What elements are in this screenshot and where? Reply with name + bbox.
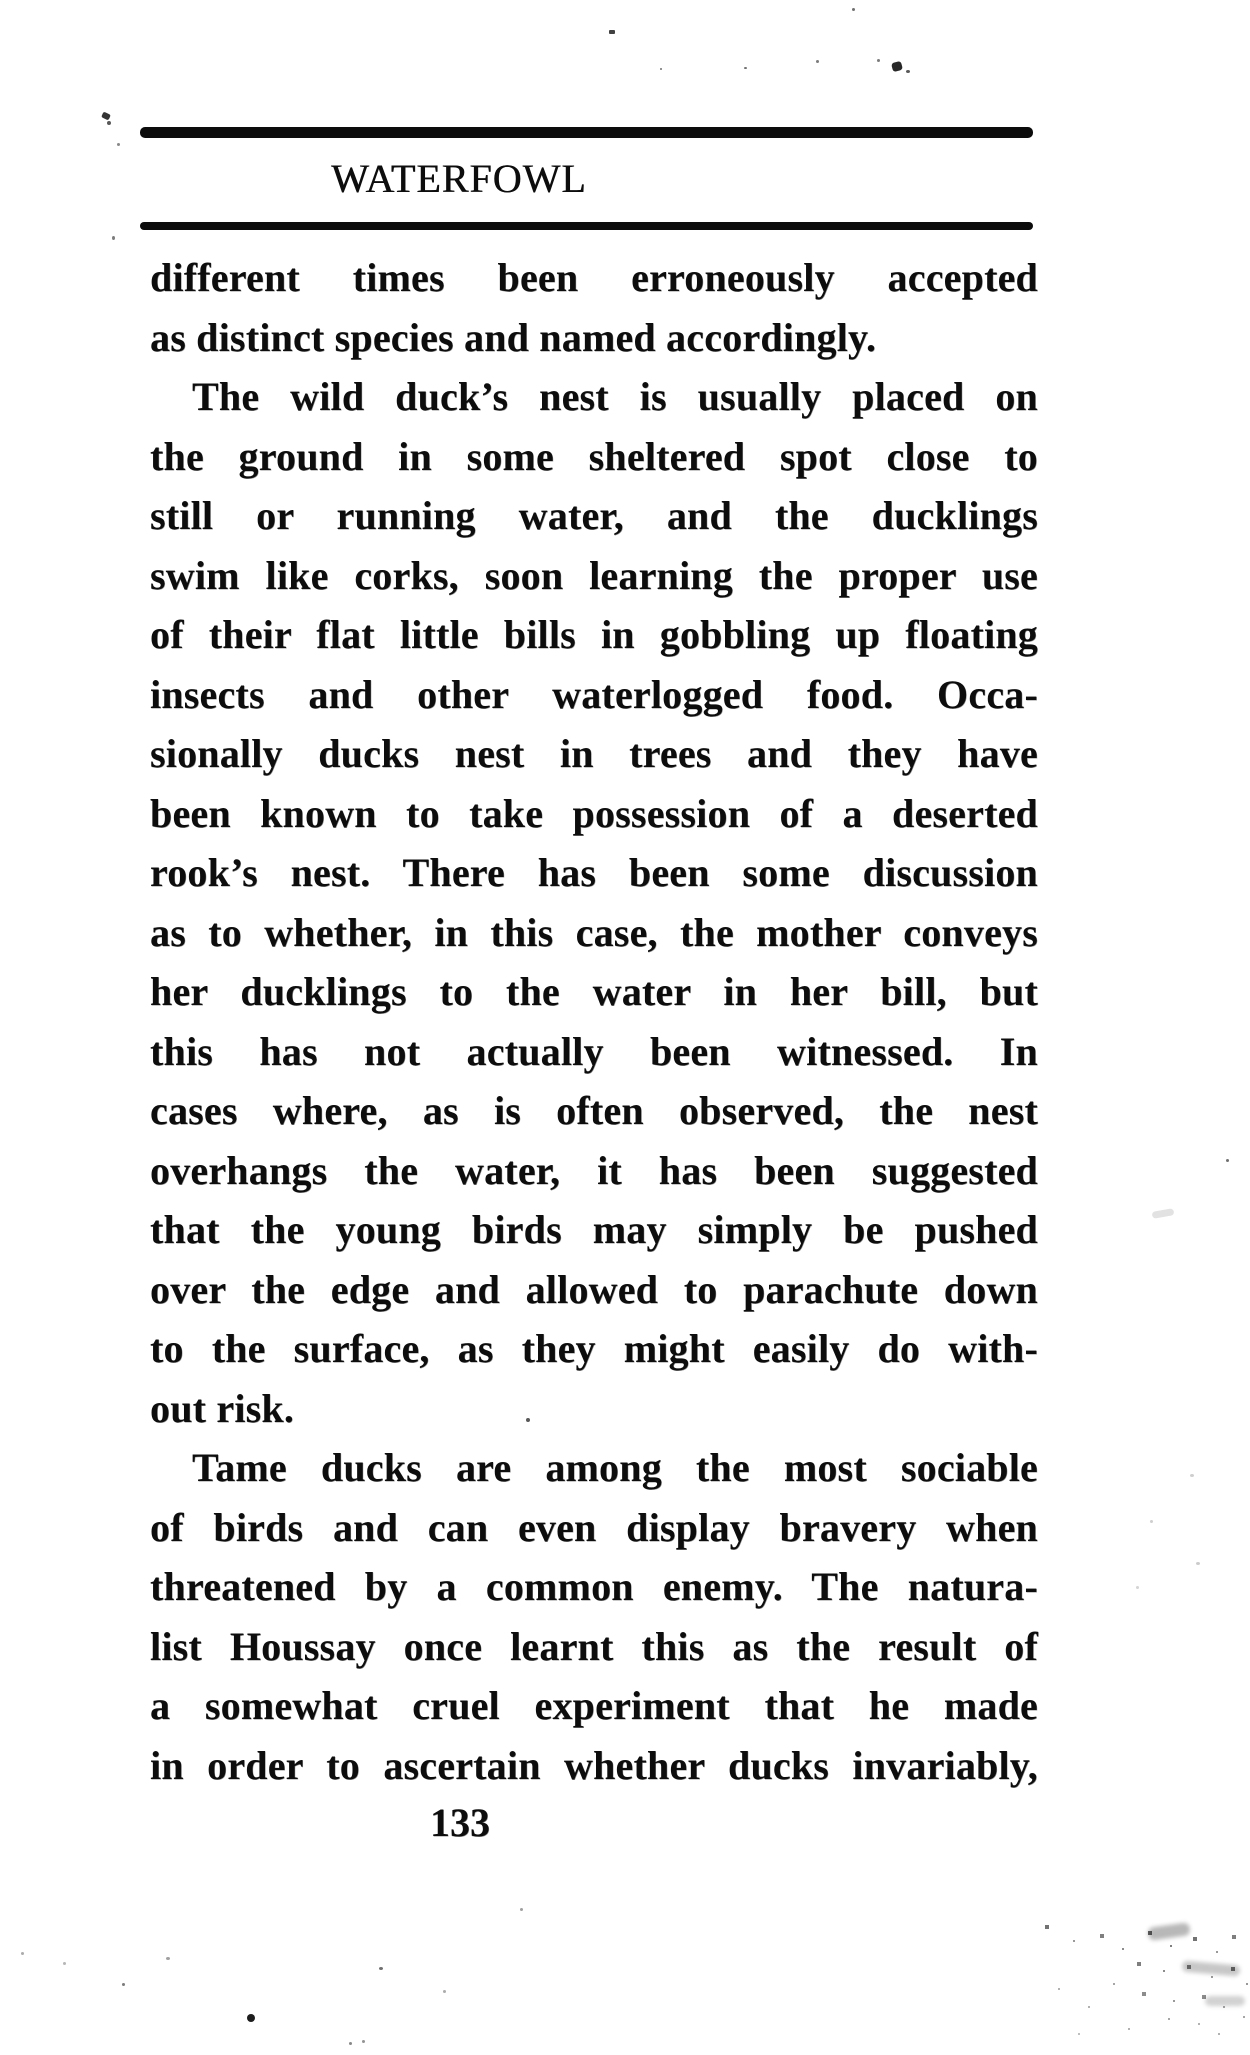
ink-smudge (1147, 1922, 1190, 1941)
ink-speck (1152, 1208, 1175, 1219)
text-line: as distinct species and named accordingly. (150, 314, 877, 360)
text-line: of birds and can even display bravery when (150, 1504, 1038, 1550)
ink-smudge (1182, 1960, 1241, 1976)
text-line: rook’s nest. There has been some discussion (150, 850, 1038, 895)
ink-speck (443, 1990, 446, 1993)
text-line: insects and other waterlogged food. Occa- (150, 671, 1038, 717)
ink-speck (660, 68, 662, 70)
ink-speck (112, 236, 115, 240)
text-line: over the edge and allowed to parachute down (150, 1266, 1038, 1312)
ink-speck (1136, 1586, 1139, 1589)
ink-speck (166, 1957, 170, 1960)
text-line: to the surface, as they might easily do with- (150, 1326, 1038, 1371)
text-line: sionally ducks nest in trees and they have (150, 731, 1038, 776)
text-line: a somewhat cruel experiment that he made (150, 1683, 1038, 1728)
ink-speck (1226, 1159, 1229, 1162)
body-text (150, 248, 1038, 1795)
ink-speck (1196, 1562, 1200, 1565)
text-line: Tame ducks are among the most sociable (192, 1445, 1038, 1490)
ink-speck (1190, 1474, 1194, 1477)
text-line: as to whether, in this case, the mother conveys (150, 909, 1038, 955)
ink-speck (122, 1983, 125, 1986)
ink-speck (362, 2040, 365, 2043)
ink-speck (852, 8, 855, 11)
ink-speck (379, 1967, 383, 1970)
text-line: still or running water, and the ducklings (150, 493, 1038, 538)
ink-speck (107, 121, 111, 125)
ink-speck (526, 1418, 530, 1422)
ink-speck (816, 60, 819, 63)
ink-speck (609, 30, 615, 34)
ink-smudge (1205, 1996, 1245, 2006)
page-number: 133 (430, 1800, 490, 1845)
page-title: WATERFOWL (331, 156, 587, 201)
text-line: the ground in some sheltered spot close to (150, 433, 1038, 479)
text-line: overhangs the water, it has been suggested (150, 1147, 1038, 1193)
text-line: list Houssay once learnt this as the result of (150, 1623, 1038, 1669)
text-line: out risk. (150, 1385, 295, 1431)
ink-speck (744, 67, 747, 69)
text-line: in order to ascertain whether ducks invariably, (150, 1742, 1038, 1788)
text-line: The wild duck’s nest is usually placed on (192, 374, 1038, 419)
header-rule-bottom (140, 222, 1033, 230)
ink-speck (117, 143, 120, 146)
text-line: that the young birds may simply be pushed (150, 1207, 1038, 1252)
ink-speck (877, 59, 880, 62)
ink-speck (101, 112, 111, 121)
text-line: been known to take possession of a deserted (150, 790, 1038, 836)
ink-speck (349, 2042, 352, 2045)
ink-speck (906, 70, 910, 73)
text-line: of their flat little bills in gobbling up floating (150, 612, 1038, 657)
text-line: her ducklings to the water in her bill, but (150, 969, 1038, 1014)
text-line: threatened by a common enemy. The natura- (150, 1564, 1038, 1609)
header-rule-top (140, 127, 1033, 138)
text-line: this has not actually been witnessed. In (150, 1028, 1038, 1074)
ink-speck (891, 61, 903, 72)
ink-speck (520, 1908, 523, 1911)
text-line: swim like corks, soon learning the proper use (150, 552, 1038, 598)
ink-speck (21, 1952, 24, 1955)
text-line: cases where, as is often observed, the nest (150, 1088, 1038, 1133)
ink-speck (63, 1962, 66, 1965)
ink-speck (1150, 1520, 1153, 1523)
scan-noise-cluster (1018, 1888, 1020, 1890)
ink-speck (247, 2014, 255, 2022)
text-line: different times been erroneously accepted (150, 255, 1038, 300)
